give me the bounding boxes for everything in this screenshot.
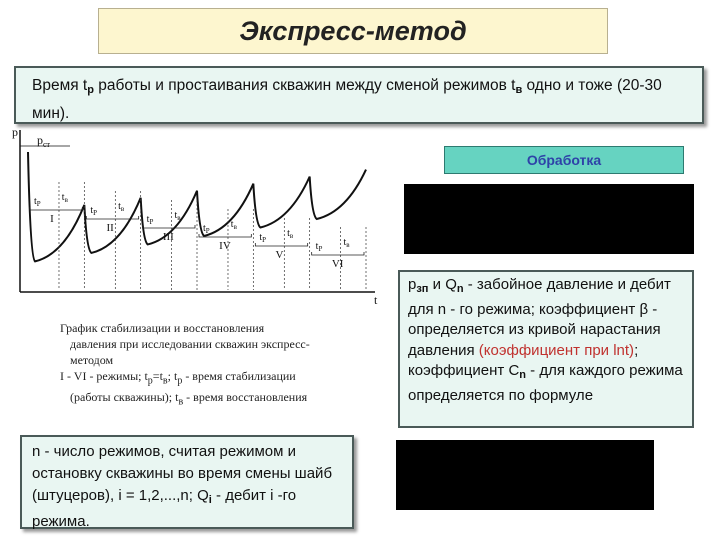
desc-text-1: - забойное давление и дебит для n - го режима; коэффициент β - определяется из кривой нарастания давления xyxy=(408,276,671,359)
desc-p: p xyxy=(408,276,417,293)
desc-q-sub: n xyxy=(456,283,464,295)
formula-image-bottom xyxy=(396,440,654,510)
tv-label: $t_в$ xyxy=(174,210,181,222)
tp-label: $t_P$ xyxy=(259,232,267,244)
intro-text-1: Время t xyxy=(32,77,88,94)
caption-line-1: График стабилизации и восстановления xyxy=(60,321,265,335)
mode-label: VI xyxy=(331,258,344,270)
mode-label: V xyxy=(275,249,284,261)
formula-image-top xyxy=(404,184,694,254)
desc-c: C xyxy=(508,362,520,379)
desc-text-3: - для каждого режима определяется по формуле xyxy=(408,362,683,404)
tp-label: $t_P$ xyxy=(34,196,41,208)
mode-label: IV xyxy=(219,240,231,252)
tp-label: $t_P$ xyxy=(315,241,323,253)
tv-label: $t_в$ xyxy=(287,228,294,240)
desc-text-2: ; коэффициент xyxy=(408,341,639,379)
intro-text-2: работы и простаивания скважин между сменой режимов t xyxy=(93,77,516,94)
intro-text-box xyxy=(14,66,704,124)
tp-label: $t_P$ xyxy=(90,205,98,217)
desc-red-text: (коэффициент при lnt) xyxy=(478,341,635,359)
n-text-1: n - число режимов, считая режимом и остановку скважины во время смены шайб (штуцеров), i = 1,2,...,n; xyxy=(32,443,333,504)
mode-label: II xyxy=(106,222,114,234)
caption-line-5: (работы скважины); $t_в$ - время восстановления xyxy=(70,390,308,408)
processing-button[interactable]: Обработка xyxy=(444,146,684,174)
intro-sub-p: p xyxy=(87,84,94,96)
desc-c-sub: n xyxy=(519,369,527,381)
mode-label: III xyxy=(162,231,174,243)
desc-q: Q xyxy=(445,276,457,293)
tv-label: $t_в$ xyxy=(118,201,125,213)
caption-line-4: I - VI - режимы; $t_p=t_в$; $t_p$ - время стабилизации xyxy=(60,369,296,387)
n-definition-box xyxy=(20,435,354,529)
intro-text-3: одно и тоже (20-30 мин). xyxy=(32,77,662,122)
y-axis-label: p xyxy=(12,125,18,139)
tv-label: $t_в$ xyxy=(230,219,237,231)
chart-caption xyxy=(60,320,390,411)
description-box xyxy=(398,270,694,428)
tp-label: $t_P$ xyxy=(203,223,210,235)
n-text-2: - дебит i -го режима. xyxy=(32,487,297,530)
tv-label: $t_в$ xyxy=(343,237,350,249)
desc-and: и xyxy=(428,276,446,293)
n-q-sub: i xyxy=(208,494,212,506)
pressure-chart xyxy=(10,124,380,314)
intro-sub-v: в xyxy=(515,84,523,96)
caption-line-3: методом xyxy=(70,353,114,367)
pst-label: $p_{ст}$ xyxy=(37,133,51,149)
mode-label: I xyxy=(50,213,54,225)
slide-title: Экспресс-метод xyxy=(98,8,608,54)
x-axis-label: t xyxy=(374,293,378,307)
tp-label: $t_P$ xyxy=(146,214,154,226)
tv-label: $t_в$ xyxy=(61,192,68,204)
caption-line-2: давления при исследовании скважин экспресс- xyxy=(70,337,310,351)
desc-p-sub: зп xyxy=(416,283,429,295)
n-q: Q xyxy=(197,487,209,504)
